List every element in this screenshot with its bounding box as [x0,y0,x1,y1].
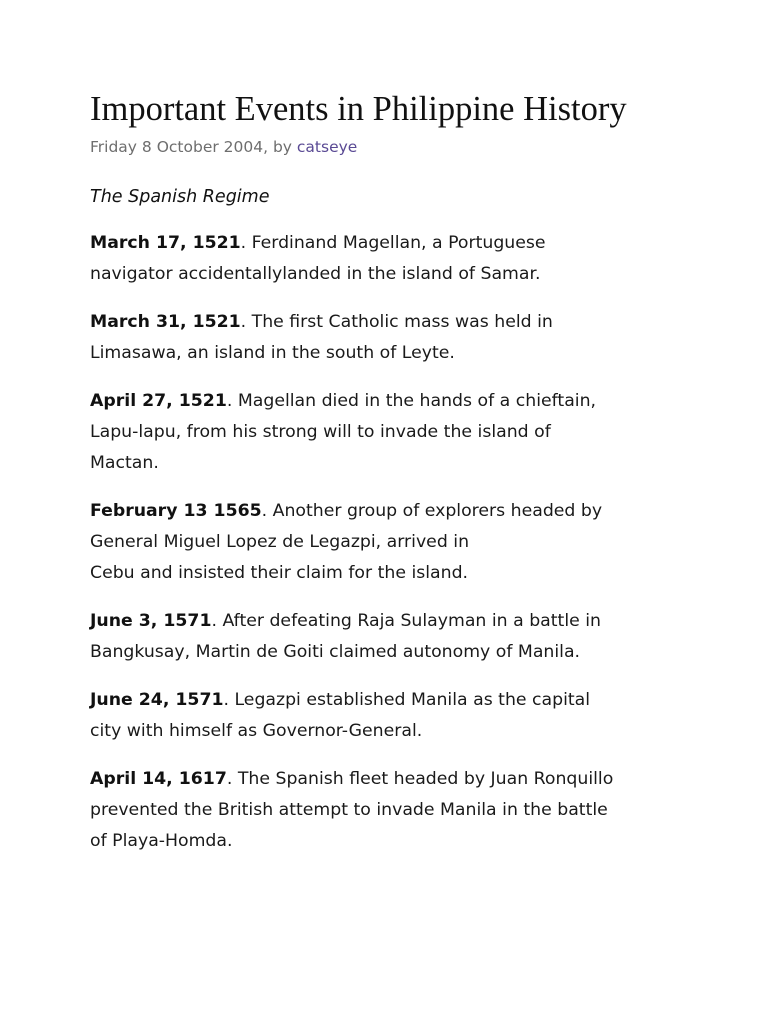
section-heading: The Spanish Regime [90,187,270,207]
event-item [90,764,690,857]
event-text: city with himself as Governor-General. [90,721,423,741]
event-date: March 17, 1521 [90,233,241,253]
event-text: of Playa-Homda. [90,831,233,851]
event-text: Lapu-lapu, from his strong will to invade the island of [90,422,551,442]
event-item [90,496,690,589]
article [90,86,690,874]
event-text: . The first Catholic mass was held in [240,312,553,332]
author-link[interactable]: catseye [296,138,358,156]
event-text: navigator accidentallylanded in the island of Samar. [90,264,541,284]
event-text: . Another group of explorers headed by [261,501,603,521]
event-date: June 24, 1571 [90,690,224,710]
event-date: June 3, 1571 [90,611,212,631]
event-text: General Miguel Lopez de Legazpi, arrived in [90,532,470,552]
event-text: . The Spanish fleet headed by Juan Ronquillo [226,769,614,789]
event-text: . Magellan died in the hands of a chieftain, [226,391,597,411]
event-item [90,307,690,369]
event-list [90,228,690,857]
event-item [90,228,690,290]
event-text: Mactan. [90,453,159,473]
event-item [90,386,690,479]
event-date: April 27, 1521 [90,391,227,411]
event-date: February 13 1565 [90,501,262,521]
event-date: March 31, 1521 [90,312,241,332]
event-text: Limasawa, an island in the south of Leyte. [90,343,455,363]
event-text: . Ferdinand Magellan, a Portuguese [240,233,546,253]
event-date: April 14, 1617 [90,769,227,789]
event-item [90,685,690,747]
event-item [90,606,690,668]
byline [90,134,690,160]
byline-date: Friday 8 October 2004, by [90,138,297,156]
event-text: prevented the British attempt to invade Manila in the battle [90,800,608,820]
event-text: Bangkusay, Martin de Goiti claimed autonomy of Manila. [90,642,581,662]
event-text: . After defeating Raja Sulayman in a battle in [211,611,601,631]
page-title: Important Events in Philippine History [90,90,627,128]
event-text: Cebu and insisted their claim for the island. [90,563,469,583]
event-text: . Legazpi established Manila as the capital [223,690,591,710]
